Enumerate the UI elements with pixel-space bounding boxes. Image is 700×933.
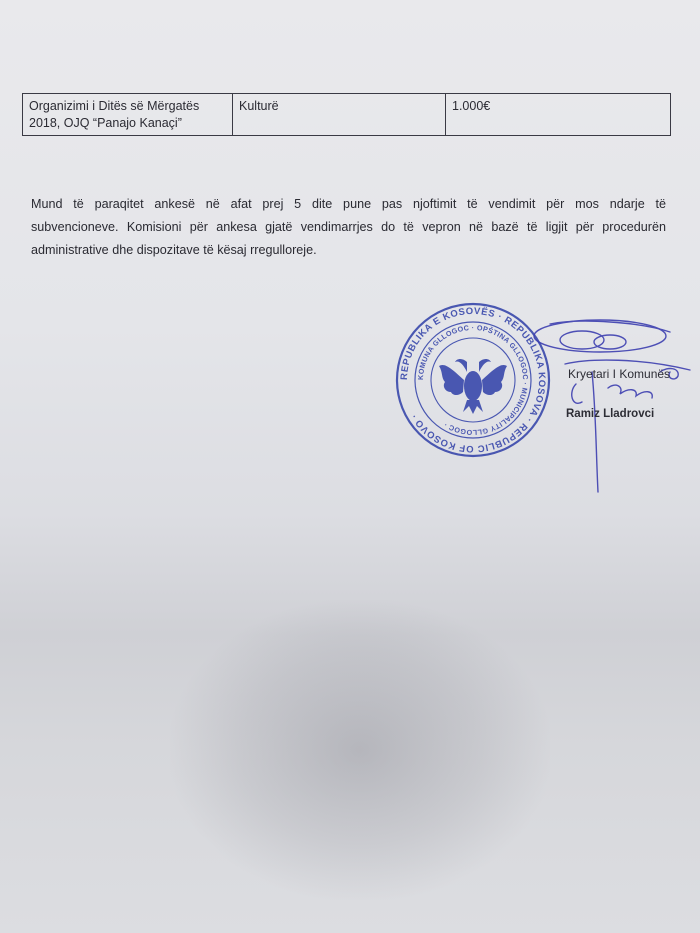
seal-outer-text: REPUBLIKA E KOSOVËS · REPUBLIKA KOSOVA · REPUBLIC OF KOSOVO · [398,305,548,455]
appeal-paragraph [31,193,666,262]
signatory-title: Kryetari I Komunës [568,367,671,381]
paragraph-line-2: subvencioneve. Komisioni për ankesa gjatë vendimarrjes do të vepron në bazë të ligjit për procedurën [31,220,666,234]
double-headed-eagle-icon [439,359,507,414]
paragraph-line-3: administrative dhe dispozitave të kësaj rregulloreje. [31,243,317,257]
table-row [23,94,671,136]
amount-cell: 1.000€ [446,94,671,136]
seal-inner-text: KOMUNA GLLOGOC · OPŠTINA GLLOGOC · MUNICIPALITY GLLOGOC · [415,322,531,438]
signatory-name: Ramiz Lladrovci [566,408,655,420]
paragraph-line-1: Mund të paraqitet ankesë në afat prej 5 dite pune pas njoftimit të vendimit për mos ndarje të [31,197,666,211]
project-name-line2: 2018, OJQ “Panajo Kanaçi” [29,116,182,130]
handwritten-signature [520,312,700,502]
category-cell: Kulturë [233,94,446,136]
project-name-line1: Organizimi i Ditës së Mërgatës [29,99,200,113]
project-cell [23,94,233,136]
subsidy-table [22,93,671,136]
photo-shadow [170,600,550,900]
